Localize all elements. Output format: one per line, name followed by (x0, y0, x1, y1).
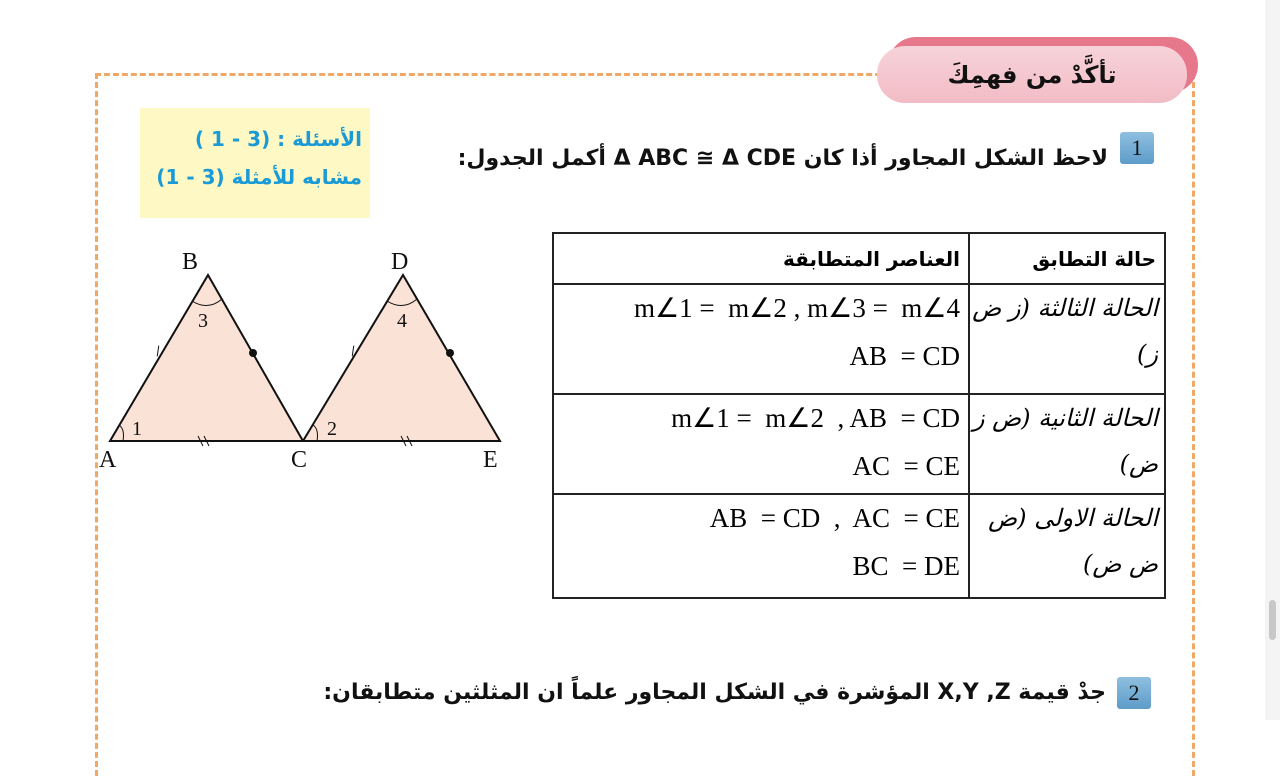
table-row (553, 394, 1165, 494)
table-row (553, 494, 1165, 598)
section-title: تأكَّدْ من فهمِكَ (877, 46, 1187, 103)
element-line: m∠1 = m∠2 , m∠3 = m∠4 (633, 293, 960, 323)
mark-de (446, 349, 454, 357)
header-case: حالة التطابق (969, 233, 1165, 284)
element-line: AB = CD (849, 341, 960, 371)
question-1-number: 1 (1120, 132, 1154, 164)
label-e: E (483, 447, 498, 473)
congruence-table (552, 232, 1166, 599)
handwritten-case: الحالة الثانية (ض ز ض) (969, 394, 1165, 494)
triangles-figure (95, 245, 515, 475)
angle-2-label: 2 (327, 418, 337, 440)
element-line: m∠1 = m∠2 , AB = CD (671, 403, 960, 433)
angle-1-label: 1 (132, 418, 142, 440)
label-b: B (182, 249, 199, 275)
element-line: BC = DE (852, 551, 960, 581)
element-line: AC = CE (852, 451, 960, 481)
hint-line-1: الأسئلة : (3 - 1 ) (194, 127, 362, 151)
hint-box (140, 108, 370, 218)
handwritten-case: الحالة الاولى (ض ض ض) (969, 494, 1165, 598)
triangle-cde (303, 275, 500, 441)
element-line: AB = CD , AC = CE (709, 503, 960, 533)
mark-bc (249, 349, 257, 357)
angle-4-label: 4 (397, 310, 407, 332)
triangle-abc (110, 275, 303, 441)
header-elements: العناصر المتطابقة (553, 233, 969, 284)
question-1-text: لاحظ الشكل المجاور أذا كان Δ ABC ≅ Δ CDE أكمل الجدول: (457, 146, 1108, 171)
question-2-number: 2 (1117, 677, 1151, 709)
handwritten-case: الحالة الثالثة (ز ض ز) (969, 284, 1165, 394)
angle-3-label: 3 (198, 310, 208, 332)
question-2-text: جدْ قيمة X,Y ,Z المؤشرة في الشكل المجاور علماً ان المثلثين متطابقان: (323, 680, 1106, 705)
label-a: A (99, 447, 117, 473)
table-row (553, 284, 1165, 394)
label-c: C (291, 447, 308, 473)
label-d: D (391, 249, 409, 275)
hint-line-2: مشابه للأمثلة (3 - 1) (156, 165, 362, 189)
scrollbar-thumb[interactable] (1269, 600, 1276, 640)
scrollbar[interactable] (1265, 0, 1280, 720)
